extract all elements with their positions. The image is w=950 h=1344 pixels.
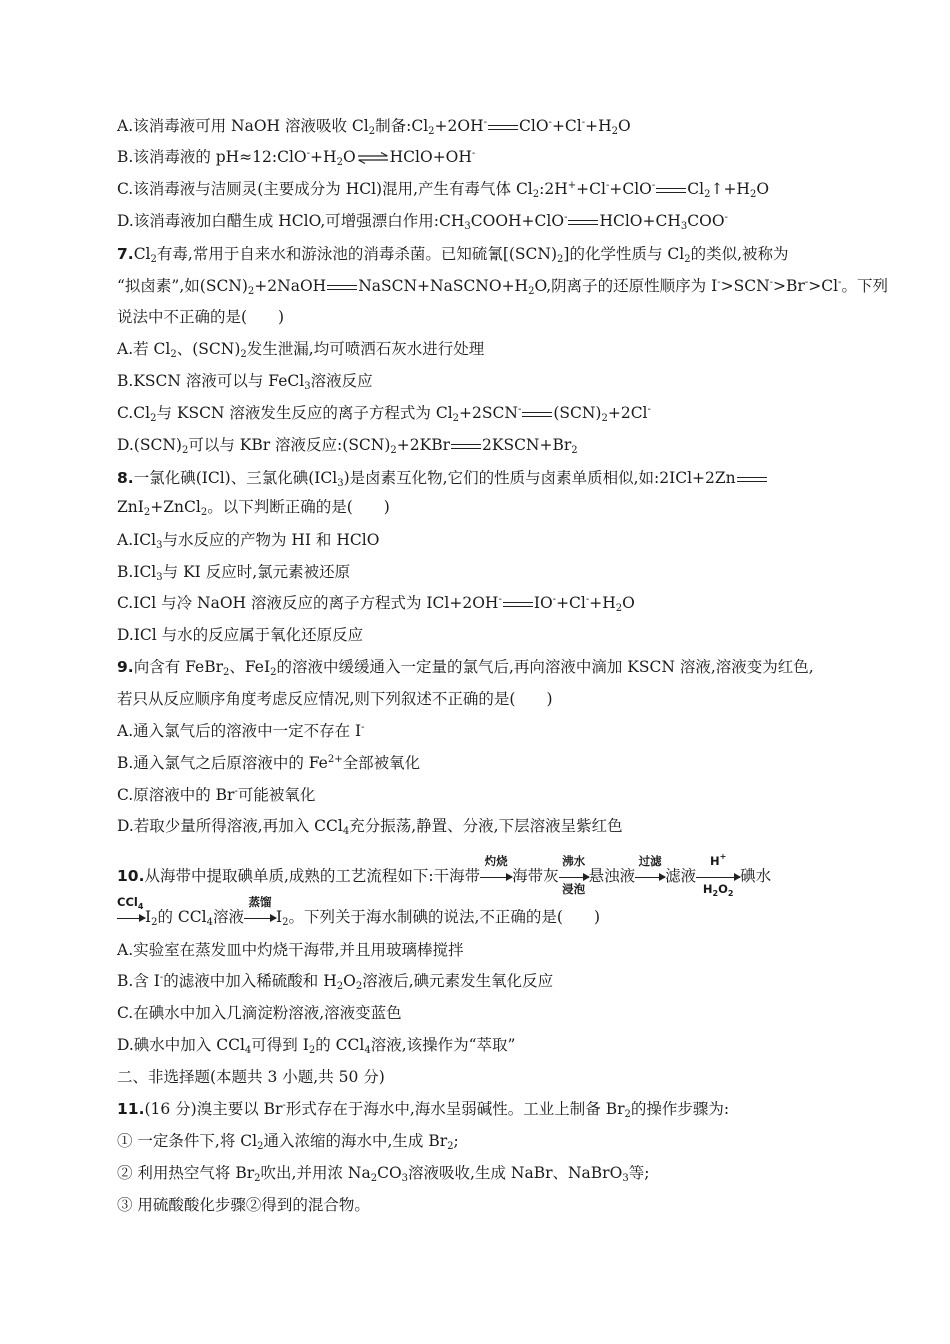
- q10-stem-line1: 10.从海带中提取碘单质,成熟的工艺流程如下:干海带 灼烧 海带灰 沸水 浸泡 悬浊液 过滤 滤液 $\frac{H^+}{H_2O_2}$ 碘水: [117, 852, 772, 898]
- q8-option-b: B.ICl$_3$与 KI 反应时,氯元素被还原: [117, 563, 351, 583]
- q9-option-a: A.通入氯气后的溶液中一定不存在 I-: [117, 722, 365, 740]
- equal-sign: [568, 220, 598, 225]
- flow-arrow-oxidize: $\frac{H^+}{H_2O_2}$: [696, 867, 740, 887]
- q7-option-c: $C.Cl_2$与 KSCN 溶液发生反应的离子方程式为 $Cl_2+2SCN^-$ $(SCN)_2+2Cl^-$: [117, 404, 651, 424]
- q7-stem-line2: “拟卤素”,如$(SCN)_2+2NaOH$ $NaSCN+NaSCNO+H_2O$,阴离子的还原性顺序为 I->SCN->Br->Cl-。下列: [117, 277, 888, 297]
- flow-arrow-filter: 过滤: [635, 867, 665, 887]
- equal-sign: [451, 444, 481, 449]
- q9-stem-line1: 9.向含有 FeBr$_2$、FeI$_2$的溶液中缓缓通入一定量的氯气后,再向溶液中滴加 KSCN 溶液,溶液变为红色,: [117, 658, 814, 678]
- q9-option-b: B.通入氯气之后原溶液中的 $Fe^{2+}$全部被氧化: [117, 754, 421, 772]
- equal-sign: [488, 125, 518, 130]
- q9-option-c: C.原溶液中的 Br-可能被氧化: [117, 786, 316, 804]
- q7-stem-line1: $7.Cl_2$有毒,常用于自来水和游泳池的消毒杀菌。已知硫氰$[(SCN)_2]$的化学性质与 $Cl_2$的类似,被称为: [117, 245, 789, 265]
- q9-stem-line2: 若只从反应顺序角度考虑反应情况,则下列叙述不正确的是( ): [117, 690, 553, 708]
- equal-sign: [522, 412, 552, 417]
- q9-option-d: D.若取少量所得溶液,再加入 CCl$_4$充分振荡,静置、分液,下层溶液呈紫红色: [117, 817, 623, 837]
- q11-step-2: ② 利用热空气将 $Br_2$吹出,并用浓 $Na_2CO_3$溶液吸收,生成 NaBr、NaBrO$_3$等;: [117, 1164, 650, 1184]
- flow-arrow-soak: 沸水 浸泡: [559, 867, 589, 887]
- equal-sign: [503, 602, 533, 607]
- q6-option-d: D.该消毒液加白醋生成 HClO,可增强漂白作用$:CH_3COOH+ClO^-$ $HClO+CH_3COO^-$: [117, 212, 728, 232]
- q6-option-b: B.该消毒液的 $pH\approx 12:ClO^-+H_2O$ HClO+OH-: [117, 148, 476, 168]
- q8-option-c: C.ICl 与冷 NaOH 溶液反应的离子方程式为 ICl+2OH- $IO^-+Cl^-+H_2O$: [117, 594, 635, 614]
- q11-step-3: ③ 用硫酸酸化步骤②得到的混合物。: [117, 1196, 370, 1214]
- q8-option-a: A.ICl$_3$与水反应的产物为 HI 和 HClO: [117, 531, 380, 551]
- q7-option-b: B.KSCN 溶液可以与 FeCl$_3$溶液反应: [117, 372, 373, 392]
- reversible-arrow-icon: [357, 152, 389, 164]
- equal-sign: [656, 188, 686, 193]
- q6-option-c: C.该消毒液与洁厕灵(主要成分为 HCl)混用,产生有毒气体 $Cl_2:2H^++Cl^-+ClO^-$ $Cl_2↑+H_2O$: [117, 180, 770, 200]
- flow-arrow-extract: CCl$_4$: [117, 908, 145, 928]
- equal-sign: [737, 477, 767, 482]
- q10-option-a: A.实验室在蒸发皿中灼烧干海带,并且用玻璃棒搅拌: [117, 941, 464, 959]
- q7-option-d: $D.(SCN)_2$可以与 KBr 溶液反应$:(SCN)_2+2KBr$ $2KSCN+Br_2$: [117, 436, 578, 456]
- flow-arrow-burn: 灼烧: [480, 867, 512, 887]
- q10-option-d: D.碘水中加入 CCl$_4$可得到 $I_2$的 CCl$_4$溶液,该操作为“萃取”: [117, 1036, 516, 1056]
- q10-option-b: B.含 I-的滤液中加入稀硫酸和 $H_2O_2$溶液后,碘元素发生氧化反应: [117, 972, 554, 992]
- q10-stem-line2: CCl$_4$ $I_2$的 CCl$_4$溶液 蒸馏 $I_2$。下列关于海水制碘的说法,不正确的是( ): [117, 895, 601, 928]
- q10-option-c: C.在碘水中加入几滴淀粉溶液,溶液变蓝色: [117, 1004, 402, 1022]
- q7-stem-line3: 说法中不正确的是( ): [117, 308, 285, 326]
- q6-option-a: A.该消毒液可用 NaOH 溶液吸收 $Cl_2$制备$:Cl_2+2OH^-$ $ClO^-+Cl^-+H_2O$: [117, 117, 631, 137]
- q11-step-1: ① 一定条件下,将 $Cl_2$通入浓缩的海水中,生成 $Br_2$;: [117, 1132, 459, 1152]
- flow-arrow-distill: 蒸馏: [244, 908, 276, 928]
- q8-option-d: D.ICl 与水的反应属于氧化还原反应: [117, 626, 364, 644]
- equal-sign: [327, 285, 357, 290]
- q8-stem-line2: ZnI$_2$+ZnCl$_2$。以下判断正确的是( ): [117, 498, 390, 518]
- q7-option-a: A.若 $Cl_2$、$(SCN)_2$发生泄漏,均可喷洒石灰水进行处理: [117, 340, 485, 360]
- q11-stem: 11.(16 分)溴主要以 Br-形式存在于海水中,海水呈弱碱性。工业上制备 $Br_2$的操作步骤为:: [117, 1100, 730, 1120]
- q8-stem-line1: 8.一氯化碘(ICl)、三氯化碘(ICl$_3$)是卤素互化物,它们的性质与卤素单质相似,如:2ICl+2Zn: [117, 468, 768, 488]
- section-heading: 二、非选择题(本题共 3 小题,共 50 分): [117, 1068, 385, 1086]
